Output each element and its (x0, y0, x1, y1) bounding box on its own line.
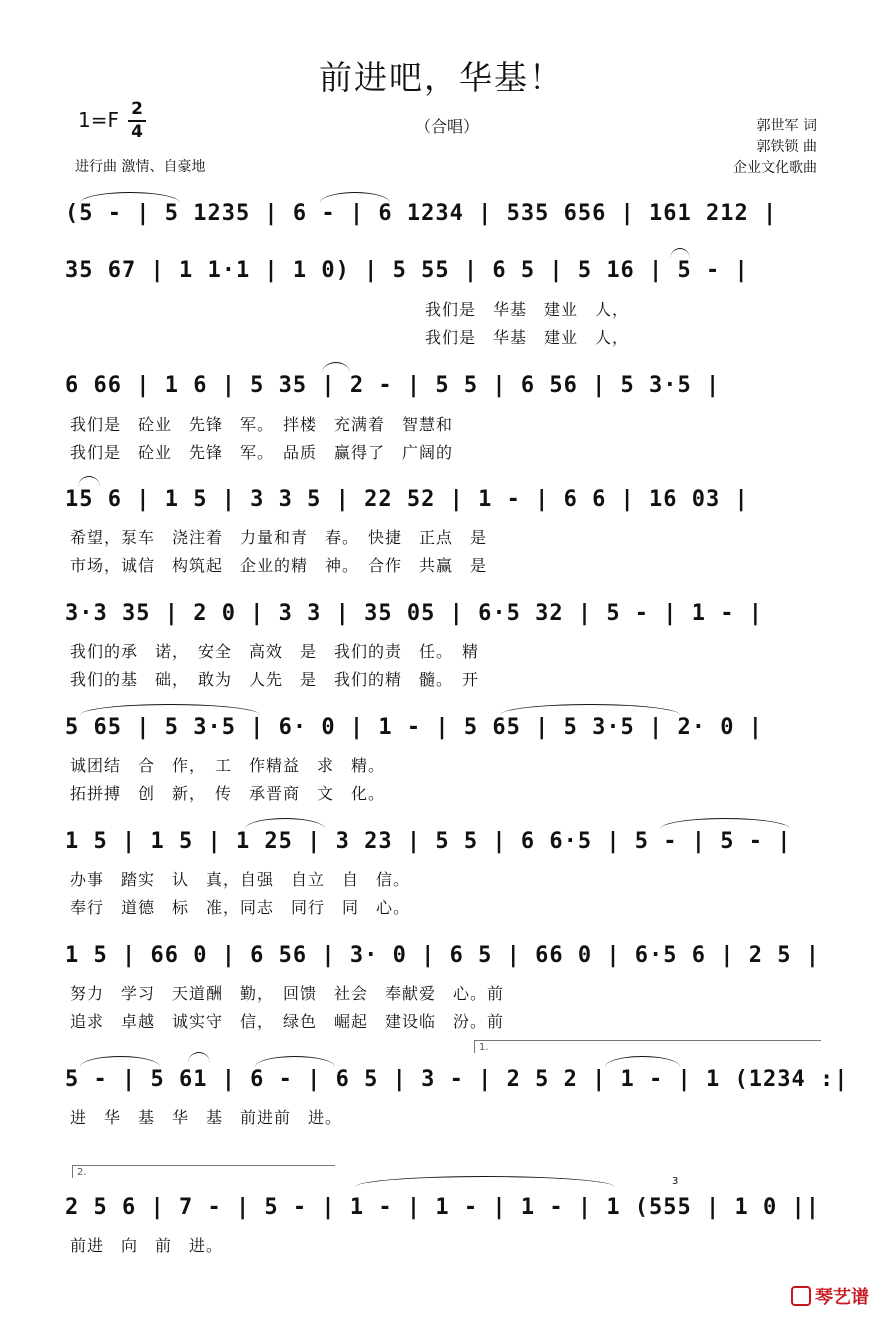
lyrics-line-8-verse-2: 追求 卓越 诚实守 信， 绿色 崛起 建设临 汾。前 (70, 1012, 505, 1031)
subtitle: （合唱） (415, 117, 480, 136)
notation-line-9: 5 - | 5 61 | 6 - | 6 5 | 3 - | 2 5 2 | 1 - | 1 (1234 :| (65, 1067, 849, 1092)
lyrics-line-6-verse-2: 拓拼搏 创 新， 传 承晋商 文 化。 (70, 784, 386, 803)
tempo-style: 进行曲 激情、自豪地 (75, 159, 206, 175)
notation-line-8: 1 5 | 66 0 | 6 56 | 3· 0 | 6 5 | 66 0 | 6·5 6 | 2 5 | (65, 943, 820, 968)
category-label: 企业文化歌曲 (733, 160, 817, 176)
lyrics-line-7-verse-2: 奉行 道德 标 准，同志 同行 同 心。 (70, 898, 411, 917)
lyrics-line-3-verse-2: 我们是 砼业 先锋 军。 品质 赢得了 广阔的 (70, 443, 454, 462)
triplet-mark: 3 (672, 1176, 679, 1187)
notation-line-4: 15 6 | 1 5 | 3 3 5 | 22 52 | 1 - | 6 6 | 16 03 | (65, 487, 749, 512)
notation-line-3: 6 66 | 1 6 | 5 35 | 2 - | 5 5 | 6 56 | 5 3·5 | (65, 373, 721, 398)
lyrics-line-2-verse-2: 我们是 华基 建业 人， (425, 328, 630, 347)
site-logo (791, 1283, 869, 1309)
time-signature-bottom: 4 (131, 122, 143, 142)
lyrics-line-2-verse-1: 我们是 华基 建业 人， (425, 300, 630, 319)
notation-line-6: 5 65 | 5 3·5 | 6· 0 | 1 - | 5 65 | 5 3·5 | 2· 0 | (65, 715, 764, 740)
composer-credit: 郭铁锁 曲 (756, 139, 817, 155)
logo-text: 琴艺谱 (815, 1287, 869, 1308)
second-ending-bracket: 2. (72, 1165, 335, 1178)
notation-line-2: 35 67 | 1 1·1 | 1 0) | 5 55 | 6 5 | 5 16 | 5 - | (65, 258, 749, 283)
notation-line-5: 3·3 35 | 2 0 | 3 3 | 35 05 | 6·5 32 | 5 - | 1 - | (65, 601, 764, 626)
song-title: 前进吧，华基！ (319, 58, 564, 97)
lyrics-line-6-verse-1: 诚团结 合 作， 工 作精益 求 精。 (70, 756, 386, 775)
first-ending-bracket: 1. (474, 1040, 821, 1053)
lyrics-line-10: 前进 向 前 进。 (70, 1236, 224, 1255)
lyrics-line-4-verse-2: 市场，诚信 构筑起 企业的精 神。 合作 共赢 是 (70, 556, 488, 575)
notation-line-7: 1 5 | 1 5 | 1 25 | 3 23 | 5 5 | 6 6·5 | 5 - | 5 - | (65, 829, 792, 854)
slur-mark (188, 1052, 210, 1063)
lyrics-line-9: 进 华 基 华 基 前进前 进。 (70, 1108, 343, 1127)
lyrics-line-8-verse-1: 努力 学习 天道酬 勤， 回馈 社会 奉献爱 心。前 (70, 984, 505, 1003)
lyrics-line-7-verse-1: 办事 踏实 认 真，自强 自立 自 信。 (70, 870, 411, 889)
notation-line-1: (5 - | 5 1235 | 6 - | 6 1234 | 535 656 | 161 212 | (65, 201, 778, 226)
key-signature: 1=F (78, 108, 119, 132)
notation-line-10: 2 5 6 | 7 - | 5 - | 1 - | 1 - | 1 - | 1 (555 | 1 0 || (65, 1195, 820, 1220)
time-signature (128, 100, 146, 142)
lyrics-line-5-verse-2: 我们的基 础， 敢为 人先 是 我们的精 髓。 开 (70, 670, 480, 689)
lyrics-line-3-verse-1: 我们是 砼业 先锋 军。 拌楼 充满着 智慧和 (70, 415, 454, 434)
tie-mark (355, 1176, 615, 1187)
time-signature-top: 2 (131, 99, 143, 119)
logo-icon (791, 1286, 811, 1306)
lyrics-line-5-verse-1: 我们的承 诺， 安全 高效 是 我们的责 任。 精 (70, 642, 480, 661)
lyrics-line-4-verse-1: 希望，泵车 浇注着 力量和青 春。 快捷 正点 是 (70, 528, 488, 547)
lyricist-credit: 郭世军 词 (756, 118, 817, 134)
